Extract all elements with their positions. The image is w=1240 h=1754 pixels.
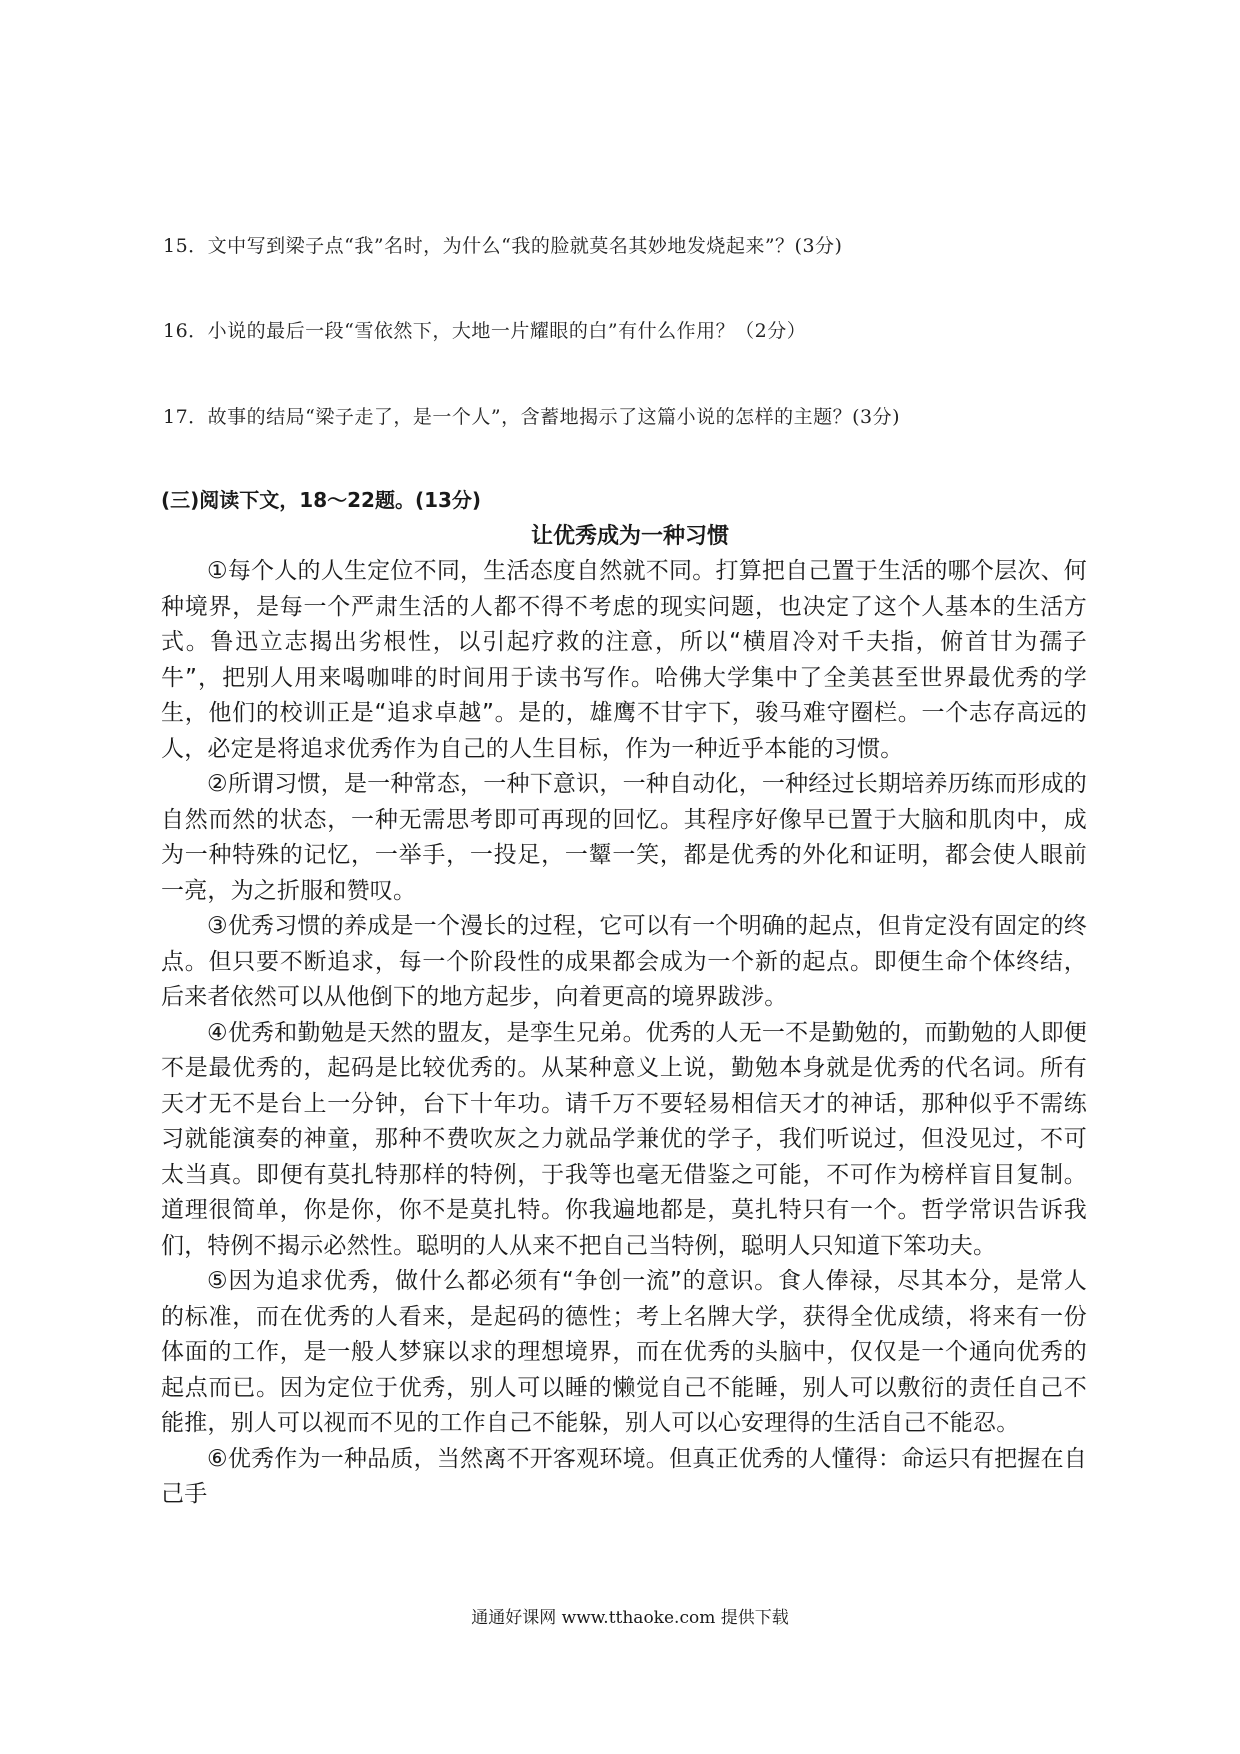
section-heading: (三)阅读下文，18～22题。(13分) — [161, 488, 482, 512]
article-body — [161, 554, 1087, 1513]
article-paragraph-4: ④优秀和勤勉是天然的盟友，是孪生兄弟。优秀的人无一不是勤勉的，而勤勉的人即便不是最优秀的，起码是比较优秀的。从某种意义上说，勤勉本身就是优秀的代名词。所有天才无不是台上一分钟，台下十年功。请千万不要轻易相信天才的神话，那种似乎不需练习就能演奏的神童，那种不费吹灰之力就品学兼优的学子，我们听说过，但没见过，不可太当真。即便有莫扎特那样的特例，于我等也毫无借鉴之可能，不可作为榜样盲目复制。道理很简单，你是你，你不是莫扎特。你我遍地都是，莫扎特只有一个。哲学常识告诉我们，特例不揭示必然性。聪明的人从来不把自己当特例，聪明人只知道下笨功夫。 — [161, 1019, 1087, 1259]
article-paragraph-6: ⑥优秀作为一种品质，当然离不开客观环境。但真正优秀的人懂得：命运只有把握在自己手 — [161, 1445, 1087, 1507]
article-title: 让优秀成为一种习惯 — [530, 524, 729, 549]
article-paragraph-3: ③优秀习惯的养成是一个漫长的过程，它可以有一个明确的起点，但肯定没有固定的终点。但只要不断追求，每一个阶段性的成果都会成为一个新的起点。即便生命个体终结，后来者依然可以从他倒下的地方起步，向着更高的境界跋涉。 — [161, 913, 1087, 1010]
question-17: 17．故事的结局“梁子走了，是一个人”，含蓄地揭示了这篇小说的怎样的主题？(3分) — [163, 406, 901, 428]
question-15: 15．文中写到梁子点“我”名时，为什么“我的脸就莫名其妙地发烧起来”？(3分) — [163, 235, 843, 257]
article-paragraph-2: ②所谓习惯，是一种常态，一种下意识，一种自动化，一种经过长期培养历练而形成的自然而然的状态，一种无需思考即可再现的回忆。其程序好像早已置于大脑和肌肉中，成为一种特殊的记忆，一举手，一投足，一颦一笑，都是优秀的外化和证明，都会使人眼前一亮，为之折服和赞叹。 — [161, 771, 1087, 904]
article-paragraph-5: ⑤因为追求优秀，做什么都必须有“争创一流”的意识。食人俸禄，尽其本分，是常人的标准，而在优秀的人看来，是起码的德性；考上名牌大学，获得全优成绩，将来有一份体面的工作，是一般人梦寐以求的理想境界，而在优秀的头脑中，仅仅是一个通向优秀的起点而已。因为定位于优秀，别人可以睡的懒觉自己不能睡，别人可以敷衍的责任自己不能推，别人可以视而不见的工作自己不能躲，别人可以心安理得的生活自己不能忍。 — [161, 1268, 1087, 1436]
page-footer: 通通好课网 www.tthaoke.com 提供下载 — [471, 1608, 789, 1628]
question-16: 16．小说的最后一段“雪依然下，大地一片耀眼的白”有什么作用？（2分） — [163, 320, 807, 342]
article-paragraph-1: ①每个人的人生定位不同，生活态度自然就不同。打算把自己置于生活的哪个层次、何种境界，是每一个严肃生活的人都不得不考虑的现实问题，也决定了这个人基本的生活方式。鲁迅立志揭出劣根性，以引起疗救的注意，所以“横眉冷对千夫指，俯首甘为孺子牛”，把别人用来喝咖啡的时间用于读书写作。哈佛大学集中了全美甚至世界最优秀的学生，他们的校训正是“追求卓越”。是的，雄鹰不甘宇下，骏马难守圈栏。一个志存高远的人，必定是将追求优秀作为自己的人生目标，作为一种近乎本能的习惯。 — [161, 558, 1087, 762]
